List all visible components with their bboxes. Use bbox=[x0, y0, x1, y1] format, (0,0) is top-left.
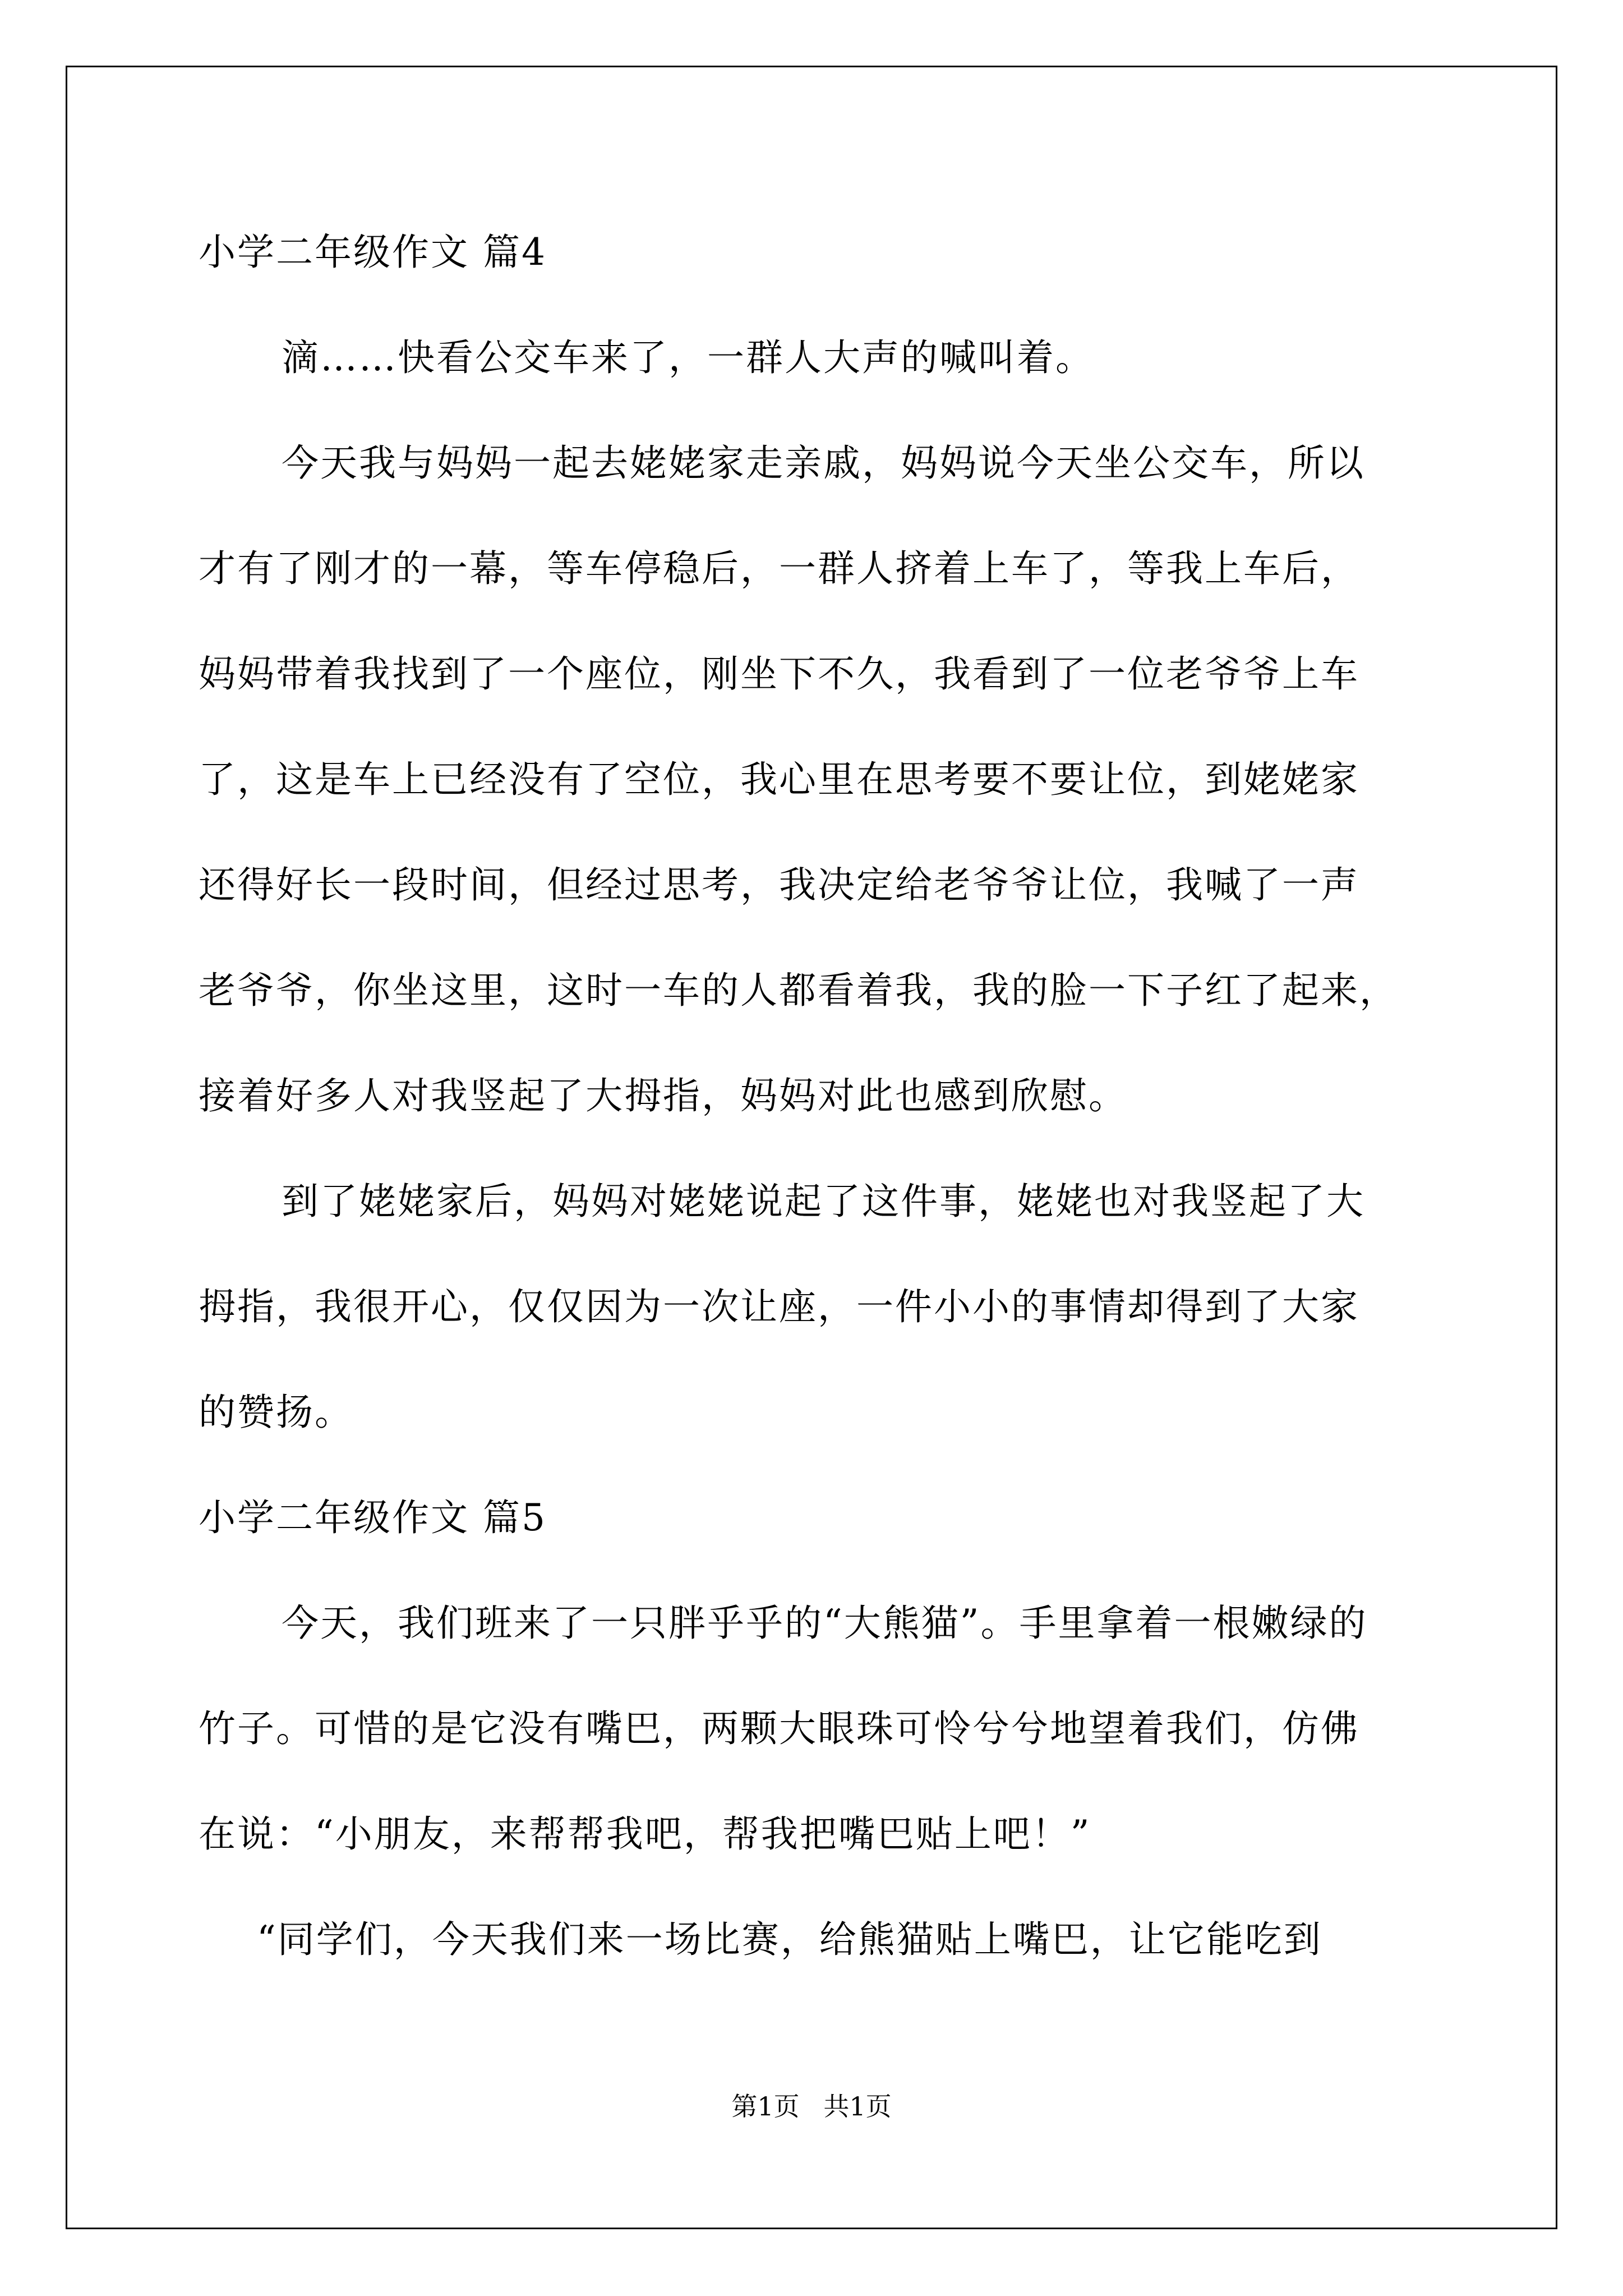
paragraph-line: 竹子。可惜的是它没有嘴巴，两颗大眼珠可怜兮兮地望着我们，仿佛 bbox=[199, 1707, 1359, 1750]
paragraph-line: 妈妈带着我找到了一个座位，刚坐下不久，我看到了一位老爷爷上车 bbox=[199, 652, 1359, 696]
paragraph-line: 今天，我们班来了一只胖乎乎的“大熊猫”。手里拿着一根嫩绿的 bbox=[282, 1602, 1368, 1645]
paragraph-line: 了，这是车上已经没有了空位，我心里在思考要不要让位，到姥姥家 bbox=[199, 758, 1359, 801]
paragraph-line: 的赞扬。 bbox=[199, 1391, 353, 1434]
paragraph-line: 还得好长一段时间，但经过思考，我决定给老爷爷让位，我喊了一声 bbox=[199, 863, 1359, 907]
paragraph-line: 在说：“小朋友，来帮帮我吧，帮我把嘴巴贴上吧！” bbox=[199, 1812, 1091, 1856]
page-footer bbox=[0, 2090, 1623, 2123]
paragraph-line: 接着好多人对我竖起了大拇指，妈妈对此也感到欣慰。 bbox=[199, 1074, 1127, 1117]
section-title: 小学二年级作文 篇4 bbox=[199, 231, 547, 274]
paragraph-line: 才有了刚才的一幕，等车停稳后，一群人挤着上车了，等我上车后， bbox=[199, 547, 1359, 590]
paragraph-line: 到了姥姥家后，妈妈对姥姥说起了这件事，姥姥也对我竖起了大 bbox=[282, 1180, 1365, 1223]
paragraph-line: “同学们，今天我们来一场比赛，给熊猫贴上嘴巴，让它能吃到 bbox=[257, 1918, 1322, 1961]
paragraph-line: 老爷爷，你坐这里，这时一车的人都看着我，我的脸一下子红了起来， bbox=[199, 969, 1398, 1012]
page-number: 第1页 bbox=[731, 2091, 800, 2122]
section-title: 小学二年级作文 篇5 bbox=[199, 1496, 547, 1539]
paragraph-line: 拇指，我很开心，仅仅因为一次让座，一件小小的事情却得到了大家 bbox=[199, 1285, 1359, 1328]
paragraph-line: 滴……快看公交车来了，一群人大声的喊叫着。 bbox=[282, 336, 1094, 379]
paragraph-line: 今天我与妈妈一起去姥姥家走亲戚，妈妈说今天坐公交车，所以 bbox=[282, 441, 1365, 485]
document-body bbox=[199, 219, 1460, 2012]
page-total: 共1页 bbox=[823, 2091, 892, 2122]
